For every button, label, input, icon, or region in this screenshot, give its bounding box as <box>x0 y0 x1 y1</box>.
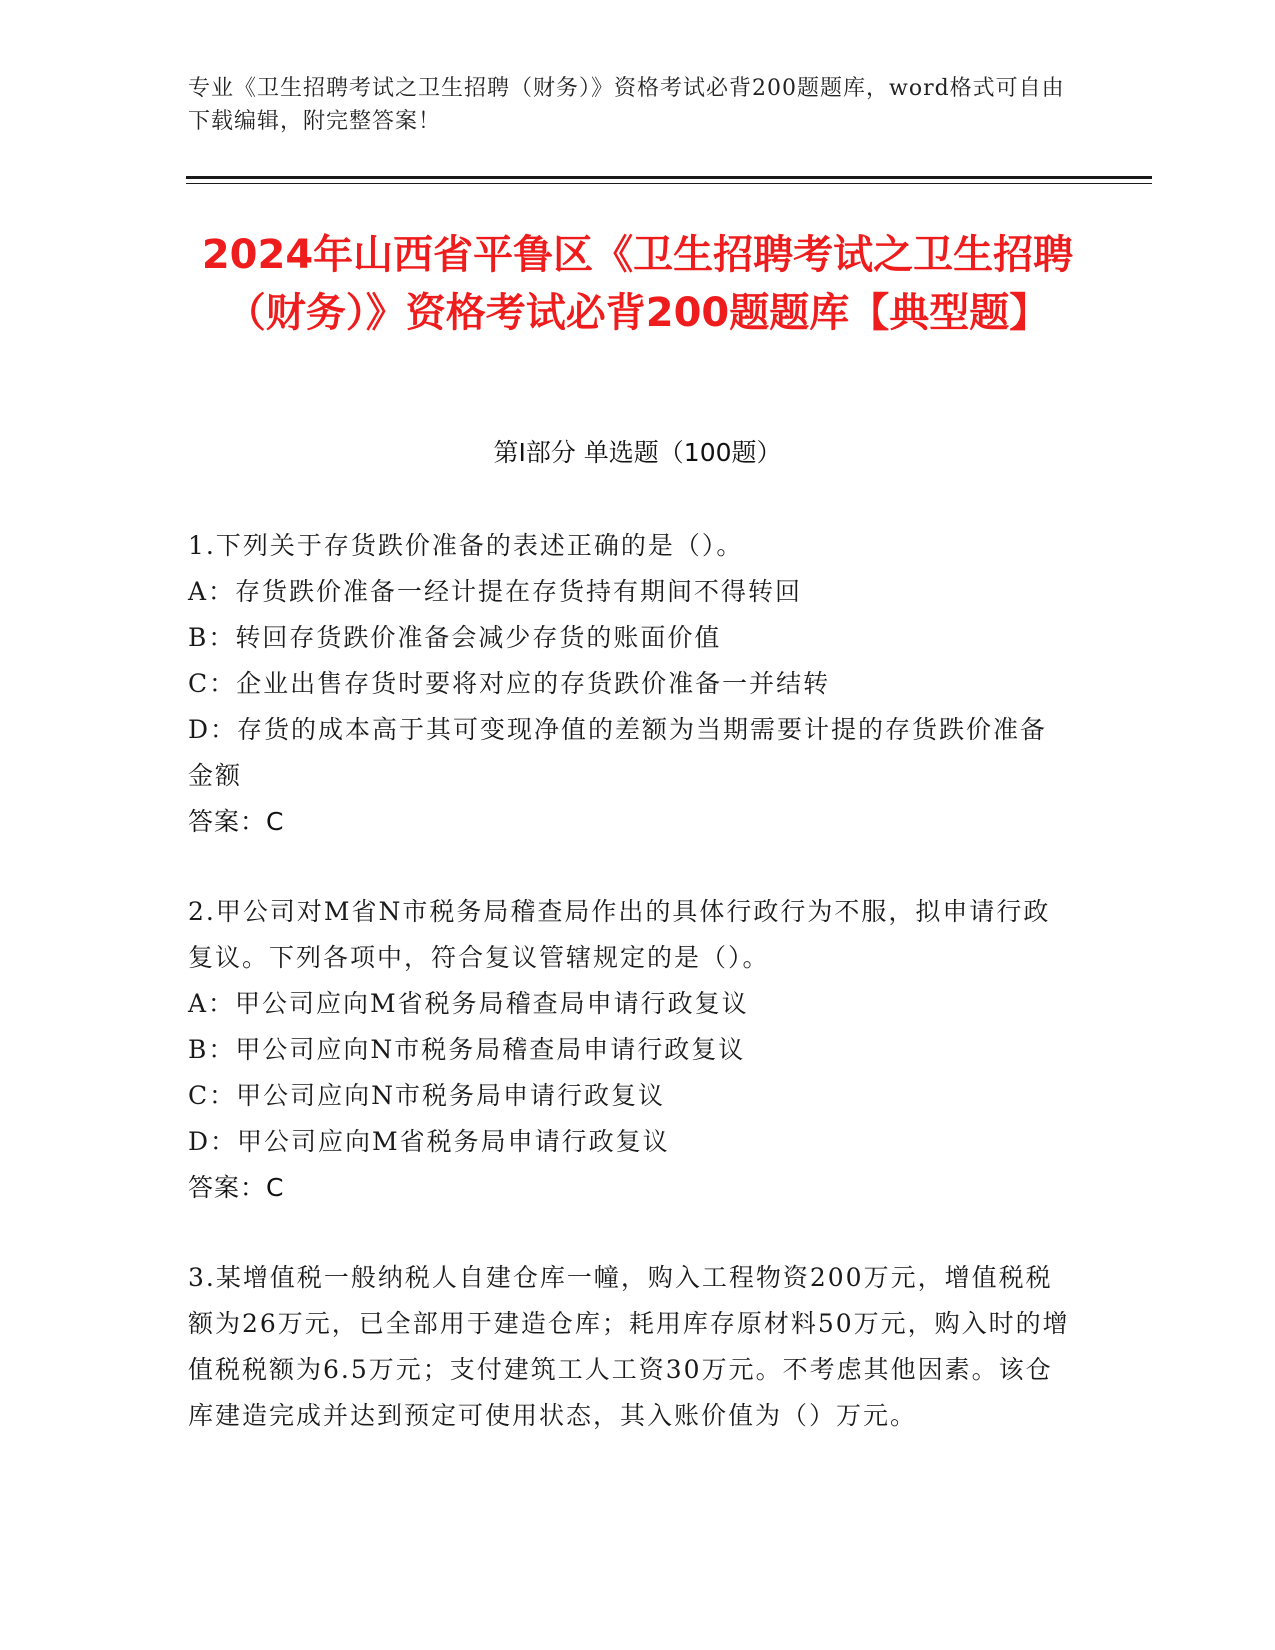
question-1 <box>188 523 1070 845</box>
question-stem: 3.某增值税一般纳税人自建仓库一幢，购入工程物资200万元，增值税税额为26万元，已全部用于建造仓库；耗用库存原材料50万元，购入时的增值税税额为6.5万元；支付建筑工人工资30万元。不考虑其他因素。该仓库建造完成并达到预定可使用状态，其入账价值为（）万元。 <box>188 1263 1070 1430</box>
option-b: B：转回存货跌价准备会减少存货的账面价值 <box>188 623 722 652</box>
document-title: 2024年山西省平鲁区《卫生招聘考试之卫生招聘（财务）》资格考试必背200题题库【典型题】 <box>201 232 1074 336</box>
section-title: 第I部分 单选题（100题） <box>493 438 782 467</box>
option-d: D：存货的成本高于其可变现净值的差额为当期需要计提的存货跌价准备金额 <box>188 715 1048 790</box>
option-a: A：存货跌价准备一经计提在存货持有期间不得转回 <box>188 577 803 606</box>
question-2 <box>188 889 1070 1211</box>
header-divider-thin <box>186 183 1152 184</box>
option-b: B：甲公司应向N市税务局稽查局申请行政复议 <box>188 1035 746 1064</box>
answer: 答案：C <box>188 807 285 836</box>
question-stem: 2.甲公司对M省N市税务局稽查局作出的具体行政行为不服，拟申请行政复议。下列各项中，符合复议管辖规定的是（）。 <box>188 897 1051 972</box>
option-d: D：甲公司应向M省税务局申请行政复议 <box>188 1127 670 1156</box>
answer: 答案：C <box>188 1173 285 1202</box>
intro-text: 专业《卫生招聘考试之卫生招聘（财务）》资格考试必背200题题库，word格式可自由下载编辑，附完整答案！ <box>188 76 1065 134</box>
question-list <box>188 523 1070 1439</box>
option-c: C：企业出售存货时要将对应的存货跌价准备一并结转 <box>188 669 831 698</box>
question-3 <box>188 1255 1070 1439</box>
question-stem: 1.下列关于存货跌价准备的表述正确的是（）。 <box>188 531 744 560</box>
option-a: A：甲公司应向M省税务局稽查局申请行政复议 <box>188 989 749 1018</box>
header-divider-thick <box>186 176 1152 179</box>
option-c: C：甲公司应向N市税务局申请行政复议 <box>188 1081 666 1110</box>
